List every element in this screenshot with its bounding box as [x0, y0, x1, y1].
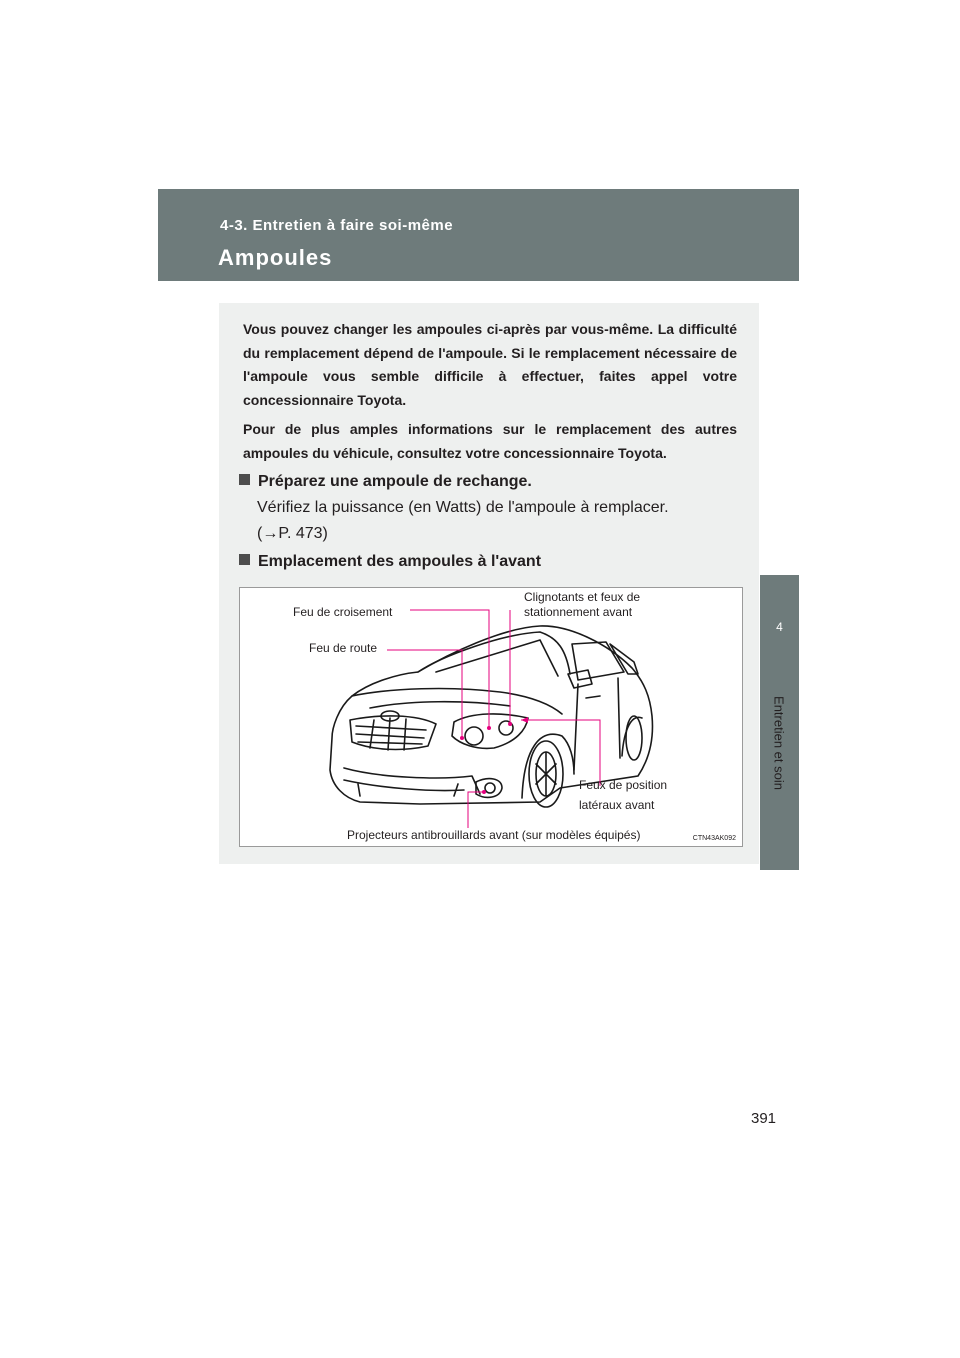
- square-bullet-icon: [239, 554, 250, 565]
- page-reference: (→P. 473): [257, 525, 328, 542]
- heading-spare-bulb-text: Préparez une ampoule de rechange.: [258, 473, 532, 490]
- wattage-instruction: Vérifiez la puissance (en Watts) de l'ampoule à remplacer.: [257, 499, 669, 516]
- label-side-marker: [579, 775, 667, 815]
- intro-paragraph-1: Vous pouvez changer les ampoules ci-après par vous-même. La difficulté du remplacement dépend de l'ampoule. Si le remplacement nécessaire de l'ampoule vous semble difficile à effectuer, faites appel votre concessionnaire Toyota.: [243, 321, 737, 408]
- chapter-number: 4: [776, 620, 783, 634]
- front-bulbs-figure: [239, 587, 743, 847]
- square-bullet-icon: [239, 474, 250, 485]
- page-number: 391: [751, 1110, 777, 1127]
- label-turn-signal: [524, 590, 640, 620]
- figure-id: CTN43AK092: [692, 835, 736, 842]
- heading-front-bulbs-text: Emplacement des ampoules à l'avant: [258, 553, 542, 570]
- page-title: Ampoules: [218, 245, 333, 270]
- label-side-marker-line1: Feux de position: [579, 778, 668, 792]
- intro-paragraph-2: Pour de plus amples informations sur le remplacement des autres ampoules du véhicule, consultez votre concessionnaire Toyota.: [243, 421, 737, 461]
- label-side-marker-line2: latéraux avant: [579, 798, 655, 812]
- label-low-beam: Feu de croisement: [293, 605, 393, 619]
- label-fog-lights: Projecteurs antibrouillards avant (sur modèles équipés): [347, 828, 641, 842]
- chapter-header: [158, 189, 799, 281]
- heading-front-bulbs: [239, 553, 541, 571]
- label-turn-signal-line1: Clignotants et feux de: [524, 590, 641, 604]
- content-box: [219, 303, 759, 864]
- label-turn-signal-line2: stationnement avant: [524, 605, 633, 619]
- heading-spare-bulb: [239, 473, 532, 491]
- section-title: 4-3. Entretien à faire soi-même: [220, 217, 454, 234]
- chapter-side-label: Entretien et soin: [771, 696, 787, 790]
- label-high-beam: Feu de route: [309, 641, 378, 655]
